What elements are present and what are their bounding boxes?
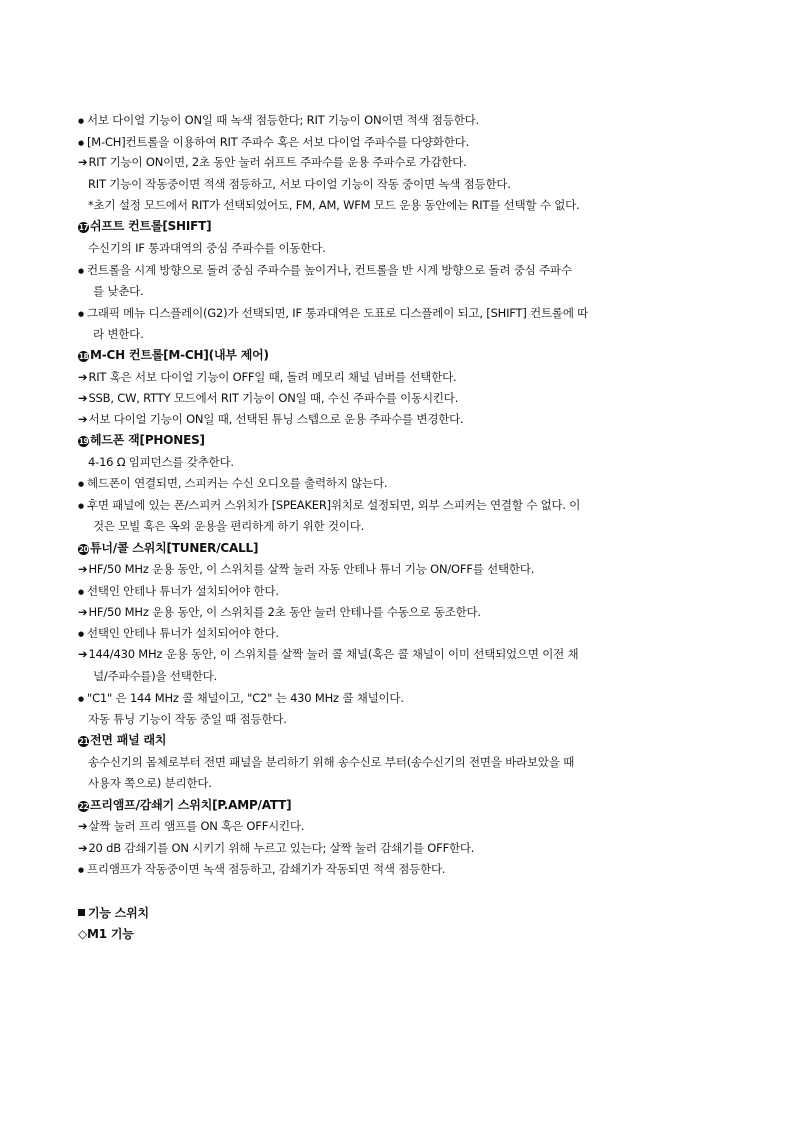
arrow-icon: ➔ <box>78 155 88 169</box>
bullet-icon: ● <box>78 139 84 147</box>
text-line <box>78 541 728 555</box>
line-text: 살짝 눌러 프리 앰프를 ON 혹은 OFF시킨다. <box>88 819 305 833</box>
line-text: 프리앰프가 작동중이면 녹색 점등하고, 감쇄기가 작동되면 적색 점등한다. <box>87 862 446 876</box>
line-text: HF/50 MHz 운용 동안, 이 스위치를 살짝 눌러 자동 안테나 튜너 기능 ON/OFF를 선택한다. <box>88 562 535 576</box>
text-line <box>78 348 728 362</box>
line-text: 기능 스위치 <box>88 906 149 920</box>
line-text: 자동 튜닝 기능이 작동 중일 때 점등한다. <box>88 712 287 726</box>
section-number-badge: 20 <box>78 545 89 554</box>
line-text: 헤드폰이 연결되면, 스피커는 수신 오디오를 출력하지 않는다. <box>87 476 388 490</box>
text-line <box>78 562 728 576</box>
text-line <box>88 177 738 191</box>
line-text: 컨트롤을 시계 방향으로 돌려 중심 주파수를 높이거나, 컨트롤을 반 시계 방향으로 돌려 중심 주파수 <box>87 263 572 277</box>
line-text: 것은 모빌 혹은 옥외 운용을 편리하게 하기 위한 것이다. <box>93 519 365 533</box>
line-text: 후면 패널에 있는 폰/스피커 스위치가 [SPEAKER]위치로 설정되면, 외부 스피커는 연결할 수 없다. 이 <box>87 498 581 512</box>
text-line <box>88 776 738 790</box>
arrow-icon: ➔ <box>78 370 88 384</box>
text-line <box>88 455 738 469</box>
square-bullet-icon <box>78 909 85 916</box>
section-number-badge: 22 <box>78 802 89 811</box>
section-heading: M-CH 컨트롤[M-CH](내부 제어) <box>90 348 269 362</box>
text-line <box>88 712 738 726</box>
arrow-icon: ➔ <box>78 819 88 833</box>
line-text: 서보 다이얼 기능이 ON일 때, 선택된 튜닝 스텝으로 운용 주파수를 변경한다. <box>88 412 464 426</box>
section-number-badge: 19 <box>78 437 89 446</box>
arrow-icon: ➔ <box>78 562 88 576</box>
line-text: 사용자 쪽으로) 분리한다. <box>88 776 212 790</box>
bullet-icon: ● <box>78 310 84 318</box>
line-text: 20 dB 감쇄기를 ON 시키기 위해 누르고 있는다; 살짝 눌러 감쇄기를 OFF한다. <box>88 841 475 855</box>
text-line <box>78 135 728 150</box>
text-line <box>78 584 728 599</box>
text-line <box>78 626 728 641</box>
text-line <box>93 327 743 341</box>
line-text: 그래픽 메뉴 디스플레이(G2)가 선택되면, IF 통과대역은 도표로 디스플레이 되고, [SHIFT] 컨트롤에 따 <box>87 306 589 320</box>
bullet-icon: ● <box>78 695 84 703</box>
line-text: "C1" 은 144 MHz 콜 채널이고, "C2" 는 430 MHz 콜 채널이다. <box>87 691 404 705</box>
text-line <box>93 284 743 298</box>
line-text: 144/430 MHz 운용 동안, 이 스위치를 살짝 눌러 콜 채널(혹은 콜 채널이 이미 선택되었으면 이전 채 <box>88 647 579 661</box>
bullet-icon: ● <box>78 502 84 510</box>
text-line <box>78 862 728 877</box>
line-text: 라 변한다. <box>93 327 144 341</box>
line-text: 서보 다이얼 기능이 ON일 때 녹색 점등한다; RIT 기능이 ON이면 적색 점등한다. <box>87 113 479 127</box>
line-text: 선택인 안테나 튜너가 설치되어야 한다. <box>87 626 279 640</box>
arrow-icon: ➔ <box>78 647 88 661</box>
text-line <box>78 647 728 661</box>
bullet-icon: ● <box>78 117 84 125</box>
text-line <box>78 155 728 169</box>
line-text: *초기 설정 모드에서 RIT가 선택되었어도, FM, AM, WFM 모드 운용 동안에는 RIT를 선택할 수 없다. <box>88 198 580 212</box>
section-heading: 프리앰프/감쇄기 스위치[P.AMP/ATT] <box>90 798 292 812</box>
line-text: RIT 기능이 작동중이면 적색 점등하고, 서보 다이얼 기능이 작동 중이면 녹색 점등한다. <box>88 177 511 191</box>
text-line <box>78 691 728 706</box>
bullet-icon: ● <box>78 588 84 596</box>
text-line <box>78 219 728 233</box>
section-heading: 전면 패널 래치 <box>90 733 167 747</box>
text-line <box>78 433 728 447</box>
line-text: RIT 기능이 ON이면, 2초 동안 눌러 쉬프트 주파수를 운용 주파수로 가감한다. <box>88 155 467 169</box>
section-heading: 헤드폰 잭[PHONES] <box>90 433 205 447</box>
text-line <box>78 113 728 128</box>
text-line <box>93 519 743 533</box>
bullet-icon: ● <box>78 866 84 874</box>
line-text: 널/주파수를)을 선택한다. <box>93 669 217 683</box>
line-text: 송수신기의 몸체로부터 전면 패널을 분리하기 위해 송수신로 부터(송수신기의 전면을 바라보았을 때 <box>88 755 575 769</box>
section-number-badge: 18 <box>78 352 89 361</box>
text-line <box>78 798 728 812</box>
text-line <box>78 306 728 321</box>
text-line <box>78 605 728 619</box>
line-text: [M-CH]컨트롤을 이용하여 RIT 주파수 혹은 서보 다이얼 주파수를 다양화한다. <box>87 135 469 149</box>
arrow-icon: ➔ <box>78 841 88 855</box>
line-text: RIT 혹은 서보 다이얼 기능이 OFF일 때, 돌려 메모리 채널 넘버를 선택한다. <box>88 370 457 384</box>
text-line <box>78 391 728 405</box>
text-line <box>78 370 728 384</box>
text-line <box>78 733 728 747</box>
arrow-icon: ➔ <box>78 412 88 426</box>
section-heading: 튜너/콜 스위치[TUNER/CALL] <box>90 541 259 555</box>
bullet-icon: ● <box>78 267 84 275</box>
text-line <box>88 198 738 212</box>
text-line <box>78 927 728 941</box>
section-number-badge: 21 <box>78 737 89 746</box>
text-line <box>78 476 728 491</box>
bullet-icon: ● <box>78 630 84 638</box>
arrow-icon: ➔ <box>78 605 88 619</box>
text-line <box>78 841 728 855</box>
text-line <box>78 498 728 513</box>
line-text: 4-16 Ω 임피던스를 갖추한다. <box>88 455 234 469</box>
text-line <box>93 669 743 683</box>
text-line <box>78 906 728 920</box>
line-text: M1 기능 <box>87 927 134 941</box>
text-line <box>88 755 738 769</box>
line-text: HF/50 MHz 운용 동안, 이 스위치를 2초 동안 눌러 안테나를 수동으로 동조한다. <box>88 605 481 619</box>
section-number-badge: 17 <box>78 223 89 232</box>
line-text: 선택인 안테나 튜너가 설치되어야 한다. <box>87 584 279 598</box>
arrow-icon: ➔ <box>78 391 88 405</box>
text-line <box>78 263 728 278</box>
text-line <box>78 819 728 833</box>
line-text: 를 낮춘다. <box>93 284 144 298</box>
bullet-icon: ● <box>78 480 84 488</box>
text-line <box>78 412 728 426</box>
text-line <box>88 241 738 255</box>
section-heading: 쉬프트 컨트롤[SHIFT] <box>90 219 212 233</box>
diamond-icon: ◇ <box>78 927 88 941</box>
line-text: 수신기의 IF 통과대역의 중심 주파수를 이동한다. <box>88 241 326 255</box>
line-text: SSB, CW, RTTY 모드에서 RIT 기능이 ON일 때, 수신 주파수를 이동시킨다. <box>88 391 459 405</box>
